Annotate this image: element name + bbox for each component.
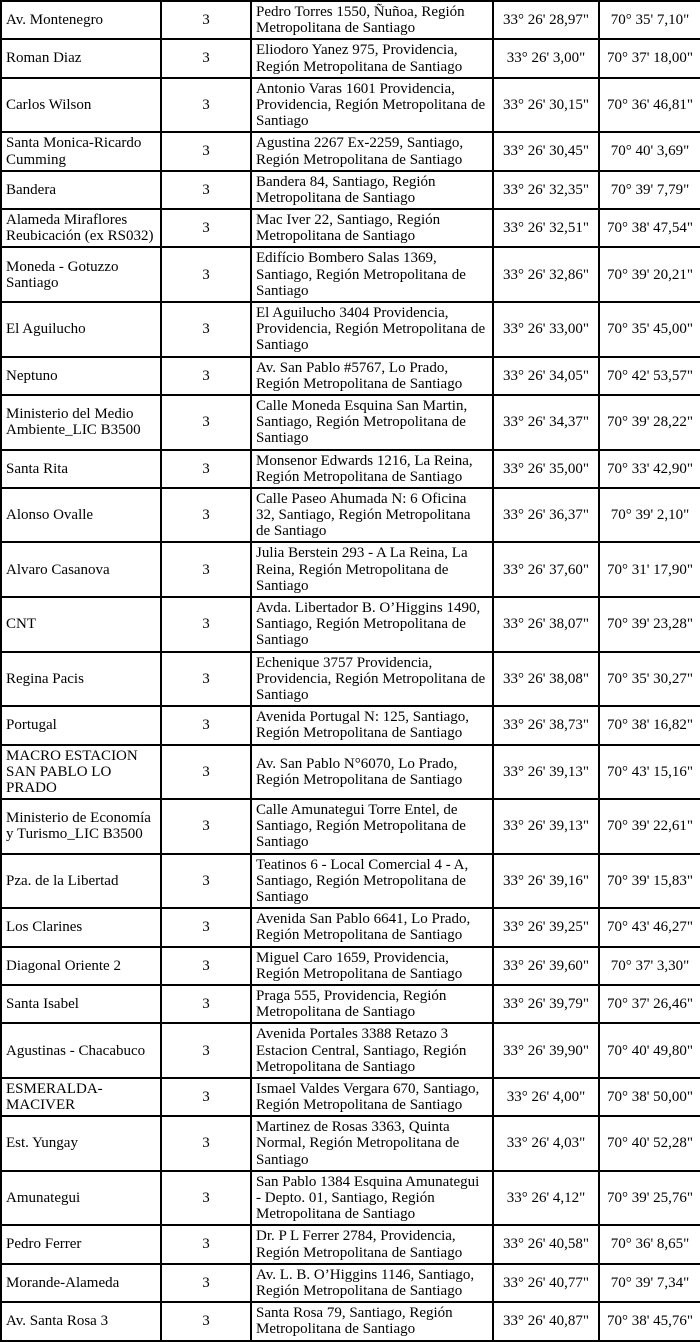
station-count: 3 [161, 908, 251, 946]
table-row [1, 209, 700, 247]
station-latitude: 33° 26' 34,37" [493, 395, 599, 450]
station-name: MACRO ESTACION SAN PABLO LO PRADO [1, 745, 161, 800]
station-count: 3 [161, 597, 251, 652]
station-name: Av. Montenegro [1, 1, 161, 39]
station-latitude: 33° 26' 39,16" [493, 854, 599, 909]
station-name: Moneda - Gotuzzo Santiago [1, 247, 161, 302]
station-latitude: 33° 26' 40,58" [493, 1225, 599, 1263]
table-row [1, 302, 700, 357]
station-name: Los Clarines [1, 908, 161, 946]
station-name: Alonso Ovalle [1, 488, 161, 543]
table-row [1, 706, 700, 744]
station-count: 3 [161, 652, 251, 707]
station-longitude: 70° 40' 52,28" [599, 1116, 700, 1171]
station-name: Ministerio de Economía y Turismo_LIC B3500 [1, 799, 161, 854]
station-name: Est. Yungay [1, 1116, 161, 1171]
station-count: 3 [161, 854, 251, 909]
station-address: Avenida Portugal N: 125, Santiago, Región Metropolitana de Santiago [251, 706, 493, 744]
station-address: Echenique 3757 Providencia, Providencia, Región Metropolitana de Santiago [251, 652, 493, 707]
station-address: Mac Iver 22, Santiago, Región Metropolitana de Santiago [251, 209, 493, 247]
station-address: Agustina 2267 Ex-2259, Santiago, Región Metropolitana de Santiago [251, 132, 493, 170]
station-latitude: 33° 26' 33,00" [493, 302, 599, 357]
station-name: Alameda Miraflores Reubicación (ex RS032) [1, 209, 161, 247]
station-longitude: 70° 38' 45,76" [599, 1302, 700, 1340]
station-address: Miguel Caro 1659, Providencia, Región Metropolitana de Santiago [251, 947, 493, 985]
station-count: 3 [161, 302, 251, 357]
station-latitude: 33° 26' 40,87" [493, 1302, 599, 1340]
table-row [1, 1171, 700, 1226]
station-address: Praga 555, Providencia, Región Metropolitana de Santiago [251, 985, 493, 1023]
station-count: 3 [161, 357, 251, 395]
table-row [1, 908, 700, 946]
station-address: Teatinos 6 - Local Comercial 4 - A, Santiago, Región Metropolitana de Santiago [251, 854, 493, 909]
station-name: Bandera [1, 171, 161, 209]
table-row [1, 597, 700, 652]
table-row [1, 1302, 700, 1340]
table-row [1, 247, 700, 302]
station-latitude: 33° 26' 39,13" [493, 799, 599, 854]
station-count: 3 [161, 1023, 251, 1078]
station-count: 3 [161, 171, 251, 209]
table-row [1, 395, 700, 450]
station-address: Monsenor Edwards 1216, La Reina, Región Metropolitana de Santiago [251, 450, 493, 488]
station-longitude: 70° 36' 46,81" [599, 78, 700, 133]
station-address: Santa Rosa 79, Santiago, Región Metropolitana de Santiago [251, 1302, 493, 1340]
station-name: Pedro Ferrer [1, 1225, 161, 1263]
station-name: Neptuno [1, 357, 161, 395]
station-longitude: 70° 39' 22,61" [599, 799, 700, 854]
stations-table-body [1, 1, 700, 1341]
station-name: Roman Diaz [1, 39, 161, 77]
station-count: 3 [161, 1171, 251, 1226]
table-row [1, 1116, 700, 1171]
table-row [1, 171, 700, 209]
station-longitude: 70° 39' 20,21" [599, 247, 700, 302]
station-address: Martinez de Rosas 3363, Quinta Normal, Región Metropolitana de Santiago [251, 1116, 493, 1171]
table-row [1, 542, 700, 597]
station-name: CNT [1, 597, 161, 652]
station-address: Julia Berstein 293 - A La Reina, La Reina, Región Metropolitana de Santiago [251, 542, 493, 597]
station-count: 3 [161, 745, 251, 800]
station-address: San Pablo 1384 Esquina Amunategui - Depto. 01, Santiago, Región Metropolitana de Santiago [251, 1171, 493, 1226]
station-latitude: 33° 26' 32,86" [493, 247, 599, 302]
station-count: 3 [161, 395, 251, 450]
table-row [1, 132, 700, 170]
station-address: Dr. P L Ferrer 2784, Providencia, Región Metropolitana de Santiago [251, 1225, 493, 1263]
station-name: Ministerio del Medio Ambiente_LIC B3500 [1, 395, 161, 450]
station-address: Antonio Varas 1601 Providencia, Providencia, Región Metropolitana de Santiago [251, 78, 493, 133]
station-address: Calle Moneda Esquina San Martin, Santiago, Región Metropolitana de Santiago [251, 395, 493, 450]
station-count: 3 [161, 1078, 251, 1116]
station-latitude: 33° 26' 39,79" [493, 985, 599, 1023]
table-row [1, 947, 700, 985]
station-longitude: 70° 39' 7,34" [599, 1264, 700, 1302]
table-row [1, 799, 700, 854]
station-count: 3 [161, 488, 251, 543]
table-row [1, 1023, 700, 1078]
station-latitude: 33° 26' 4,12" [493, 1171, 599, 1226]
station-latitude: 33° 26' 35,00" [493, 450, 599, 488]
station-longitude: 70° 38' 16,82" [599, 706, 700, 744]
table-row [1, 488, 700, 543]
station-count: 3 [161, 706, 251, 744]
station-latitude: 33° 26' 39,90" [493, 1023, 599, 1078]
station-name: Pza. de la Libertad [1, 854, 161, 909]
station-name: Agustinas - Chacabuco [1, 1023, 161, 1078]
station-longitude: 70° 39' 7,79" [599, 171, 700, 209]
station-name: Santa Rita [1, 450, 161, 488]
station-address: Calle Paseo Ahumada N: 6 Oficina 32, Santiago, Región Metropolitana de Santiago [251, 488, 493, 543]
station-count: 3 [161, 132, 251, 170]
station-longitude: 70° 43' 15,16" [599, 745, 700, 800]
station-address: Avenida Portales 3388 Retazo 3 Estacion Central, Santiago, Región Metropolitana de Santiago [251, 1023, 493, 1078]
station-longitude: 70° 40' 49,80" [599, 1023, 700, 1078]
station-latitude: 33° 26' 28,97" [493, 1, 599, 39]
station-longitude: 70° 42' 53,57" [599, 357, 700, 395]
station-name: ESMERALDA-MACIVER [1, 1078, 161, 1116]
station-longitude: 70° 38' 47,54" [599, 209, 700, 247]
station-count: 3 [161, 1302, 251, 1340]
station-address: Ismael Valdes Vergara 670, Santiago, Región Metropolitana de Santiago [251, 1078, 493, 1116]
station-longitude: 70° 31' 17,90" [599, 542, 700, 597]
station-name: Diagonal Oriente 2 [1, 947, 161, 985]
station-address: Avenida San Pablo 6641, Lo Prado, Región Metropolitana de Santiago [251, 908, 493, 946]
station-address: El Aguilucho 3404 Providencia, Providencia, Región Metropolitana de Santiago [251, 302, 493, 357]
station-count: 3 [161, 78, 251, 133]
station-latitude: 33° 26' 32,51" [493, 209, 599, 247]
station-count: 3 [161, 450, 251, 488]
table-row [1, 78, 700, 133]
table-row [1, 854, 700, 909]
station-address: Calle Amunategui Torre Entel, de Santiago, Región Metropolitana de Santiago [251, 799, 493, 854]
station-name: Santa Isabel [1, 985, 161, 1023]
station-latitude: 33° 26' 34,05" [493, 357, 599, 395]
station-longitude: 70° 36' 8,65" [599, 1225, 700, 1263]
station-latitude: 33° 26' 38,07" [493, 597, 599, 652]
station-longitude: 70° 39' 28,22" [599, 395, 700, 450]
station-longitude: 70° 39' 15,83" [599, 854, 700, 909]
station-latitude: 33° 26' 32,35" [493, 171, 599, 209]
station-count: 3 [161, 1264, 251, 1302]
station-latitude: 33° 26' 30,15" [493, 78, 599, 133]
table-row [1, 1264, 700, 1302]
table-row [1, 745, 700, 800]
station-latitude: 33° 26' 40,77" [493, 1264, 599, 1302]
station-latitude: 33° 26' 4,00" [493, 1078, 599, 1116]
station-longitude: 70° 35' 30,27" [599, 652, 700, 707]
station-address: Eliodoro Yanez 975, Providencia, Región Metropolitana de Santiago [251, 39, 493, 77]
station-count: 3 [161, 947, 251, 985]
station-latitude: 33° 26' 38,08" [493, 652, 599, 707]
station-count: 3 [161, 247, 251, 302]
station-name: El Aguilucho [1, 302, 161, 357]
station-count: 3 [161, 39, 251, 77]
station-name: Morande-Alameda [1, 1264, 161, 1302]
station-name: Portugal [1, 706, 161, 744]
station-address: Avda. Libertador B. O’Higgins 1490, Santiago, Región Metropolitana de Santiago [251, 597, 493, 652]
table-row [1, 357, 700, 395]
station-address: Pedro Torres 1550, Ñuñoa, Región Metropolitana de Santiago [251, 1, 493, 39]
station-longitude: 70° 43' 46,27" [599, 908, 700, 946]
station-longitude: 70° 40' 3,69" [599, 132, 700, 170]
station-latitude: 33° 26' 30,45" [493, 132, 599, 170]
station-latitude: 33° 26' 3,00" [493, 39, 599, 77]
station-name: Carlos Wilson [1, 78, 161, 133]
station-count: 3 [161, 542, 251, 597]
station-longitude: 70° 35' 45,00" [599, 302, 700, 357]
station-longitude: 70° 38' 50,00" [599, 1078, 700, 1116]
station-address: Av. L. B. O’Higgins 1146, Santiago, Región Metropolitana de Santiago [251, 1264, 493, 1302]
station-count: 3 [161, 209, 251, 247]
station-latitude: 33° 26' 4,03" [493, 1116, 599, 1171]
table-row [1, 1078, 700, 1116]
table-row [1, 1, 700, 39]
station-latitude: 33° 26' 39,13" [493, 745, 599, 800]
station-count: 3 [161, 1, 251, 39]
table-row [1, 39, 700, 77]
station-longitude: 70° 37' 3,30" [599, 947, 700, 985]
station-name: Amunategui [1, 1171, 161, 1226]
table-row [1, 652, 700, 707]
station-longitude: 70° 39' 25,76" [599, 1171, 700, 1226]
station-longitude: 70° 35' 7,10" [599, 1, 700, 39]
station-count: 3 [161, 1116, 251, 1171]
station-address: Av. San Pablo N°6070, Lo Prado, Región Metropolitana de Santiago [251, 745, 493, 800]
station-name: Av. Santa Rosa 3 [1, 1302, 161, 1340]
station-longitude: 70° 37' 26,46" [599, 985, 700, 1023]
station-latitude: 33° 26' 39,25" [493, 908, 599, 946]
station-longitude: 70° 39' 2,10" [599, 488, 700, 543]
station-count: 3 [161, 985, 251, 1023]
station-name: Santa Monica-Ricardo Cumming [1, 132, 161, 170]
station-address: Bandera 84, Santiago, Región Metropolitana de Santiago [251, 171, 493, 209]
station-name: Regina Pacis [1, 652, 161, 707]
station-address: Edifício Bombero Salas 1369, Santiago, Región Metropolitana de Santiago [251, 247, 493, 302]
station-longitude: 70° 37' 18,00" [599, 39, 700, 77]
station-latitude: 33° 26' 39,60" [493, 947, 599, 985]
table-row [1, 985, 700, 1023]
station-count: 3 [161, 1225, 251, 1263]
station-address: Av. San Pablo #5767, Lo Prado, Región Metropolitana de Santiago [251, 357, 493, 395]
station-count: 3 [161, 799, 251, 854]
station-name: Alvaro Casanova [1, 542, 161, 597]
station-latitude: 33° 26' 37,60" [493, 542, 599, 597]
station-longitude: 70° 39' 23,28" [599, 597, 700, 652]
station-latitude: 33° 26' 38,73" [493, 706, 599, 744]
station-longitude: 70° 33' 42,90" [599, 450, 700, 488]
table-row [1, 1225, 700, 1263]
station-latitude: 33° 26' 36,37" [493, 488, 599, 543]
table-row [1, 450, 700, 488]
